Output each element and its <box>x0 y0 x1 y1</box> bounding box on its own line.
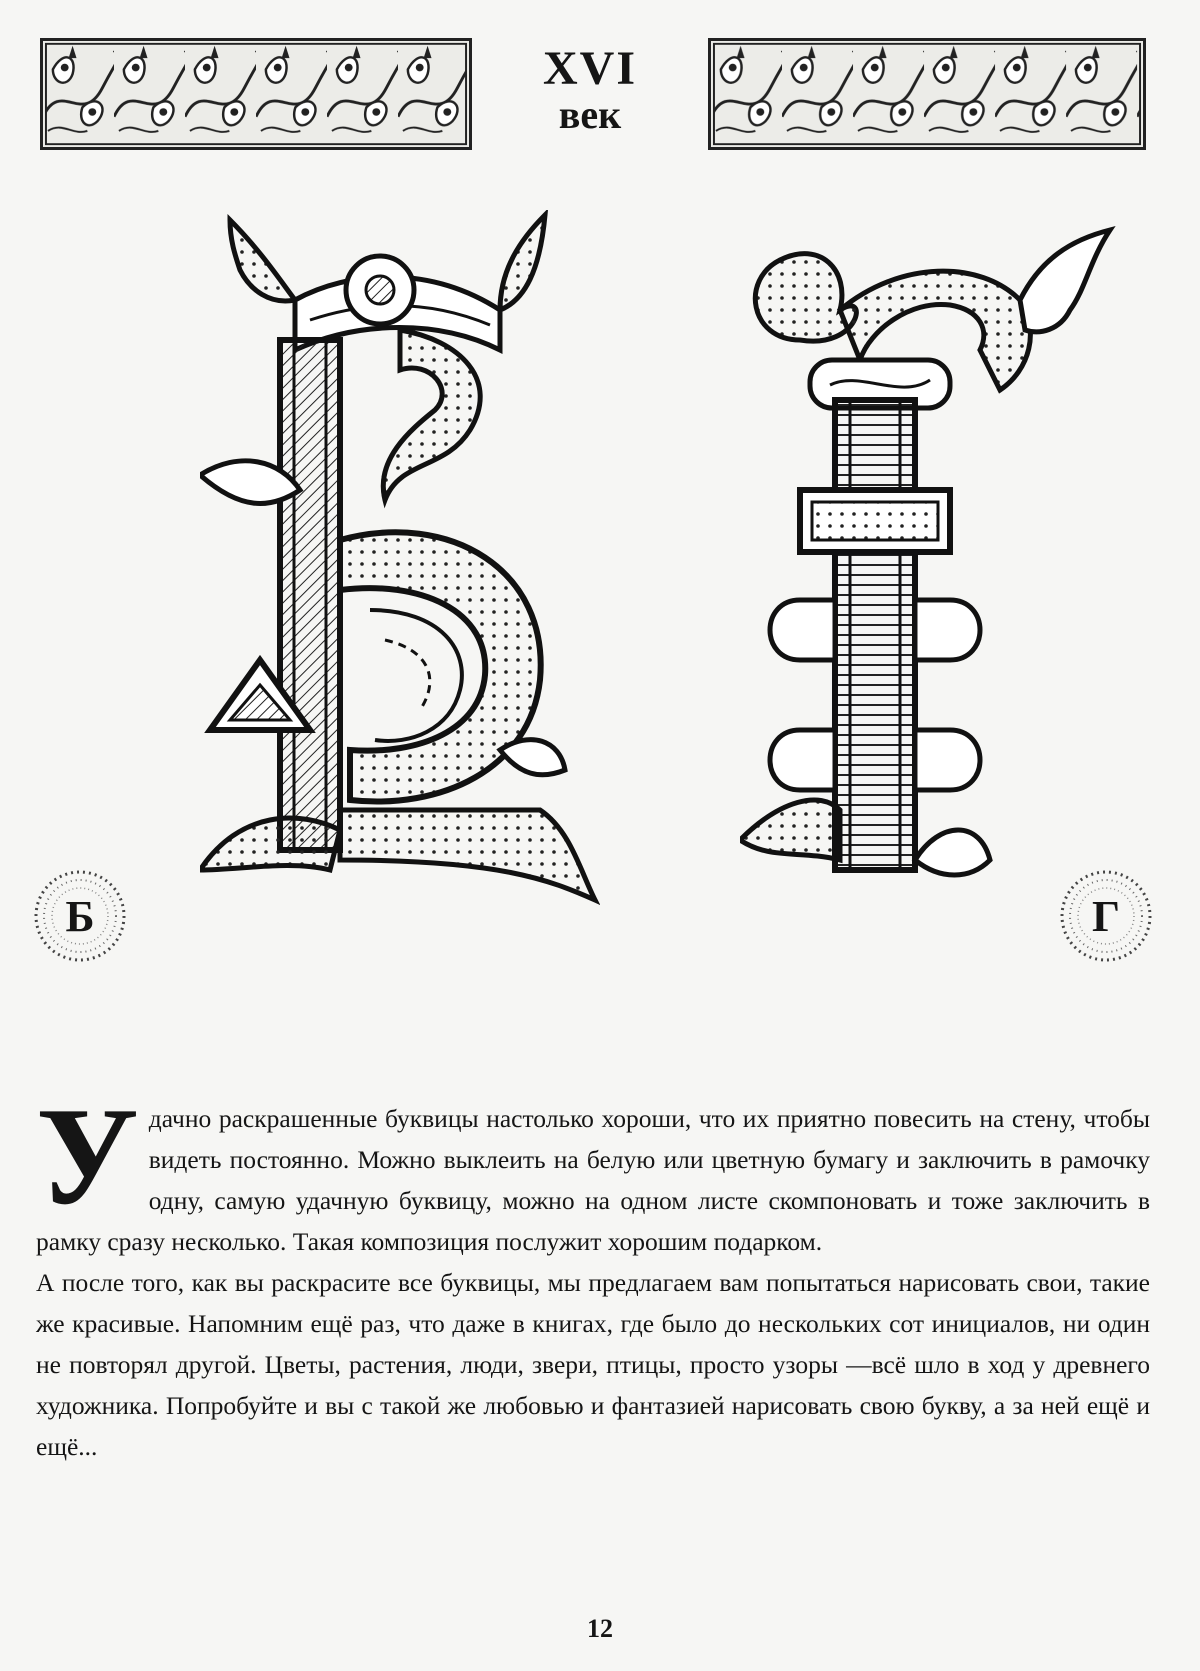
body-text <box>36 1079 1150 1467</box>
ornate-letter-g-icon <box>740 220 1120 920</box>
century-word: век <box>558 92 622 138</box>
medallion-letter-g: Г <box>1092 891 1120 941</box>
century-number: XVI <box>542 42 637 95</box>
ornate-letter-b-icon <box>200 210 600 930</box>
paragraph-1-text: дачно раскрашенные буквицы настолько хороши, что их приятно повесить на стену, чтобы видеть постоянно. Можно выклеить на белую или цветную бумагу и заключить в рамочку одну, самую удачную буквицу, можно на одном листе скомпоновать и тоже заключить в рамку сразу несколько. Такая композиция послужит хорошим подарком. <box>36 1104 1150 1256</box>
paragraph-1 <box>36 1079 1150 1262</box>
floral-ornament-icon <box>43 41 469 147</box>
floral-ornament-icon <box>711 41 1143 147</box>
ornament-band-left <box>40 38 472 150</box>
ornament-band-right <box>708 38 1146 150</box>
medallion-letter-b: Б <box>65 891 95 941</box>
letter-b-medallion <box>32 868 128 964</box>
drop-cap: У <box>36 1079 139 1234</box>
century-heading <box>490 44 690 136</box>
page-number: 12 <box>587 1614 613 1643</box>
letter-g-medallion <box>1058 868 1154 964</box>
paragraph-2: А после того, как вы раскрасите все буквицы, мы предлагаем вам попытаться нарисовать свои, такие же красивые. Напомним ещё раз, что даже в книгах, где было до нескольких сот инициалов, ни один не повторял другой. Цветы, растения, люди, звери, птицы, просто узоры —всё шло в ход у древнего художника. Попробуйте и вы с такой же любовью и фантазией нарисовать свою букву, а за ней ещё и ещё... <box>36 1268 1150 1461</box>
